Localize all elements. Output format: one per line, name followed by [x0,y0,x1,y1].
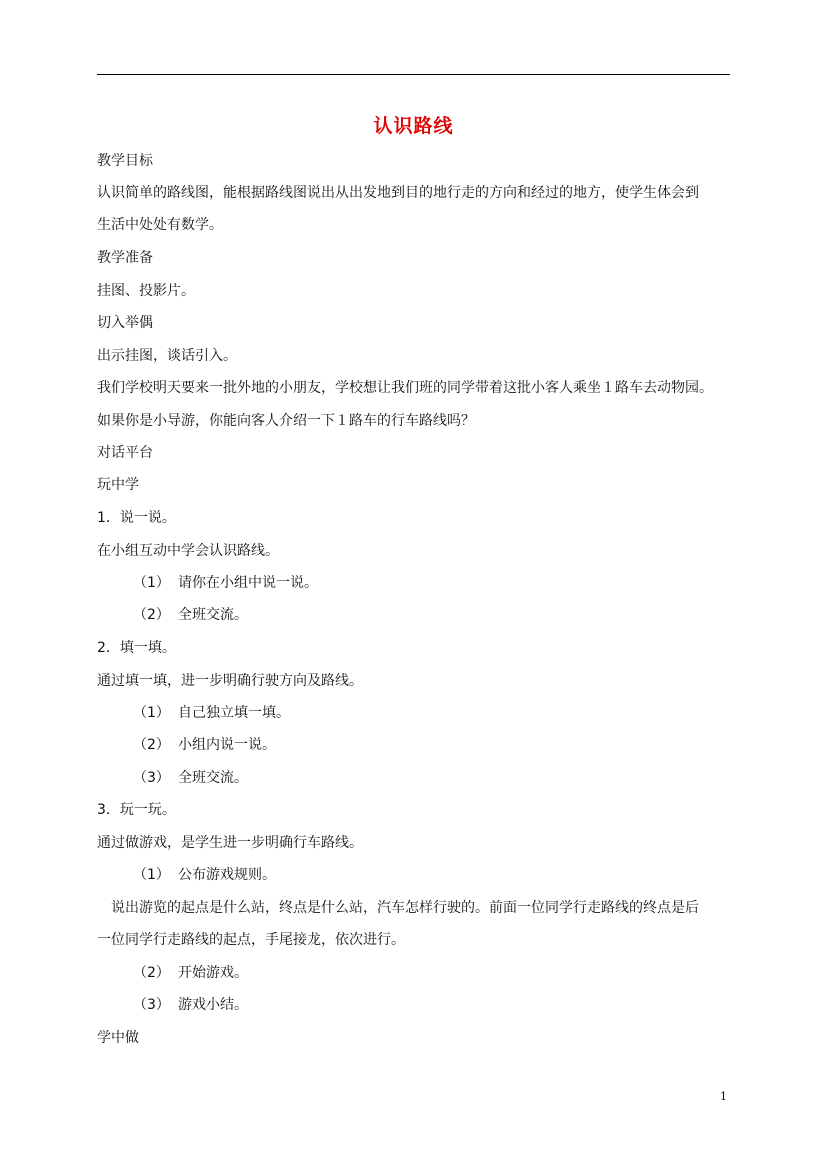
list-item-number: （1） [133,867,170,883]
list-item-number: （3） [133,770,170,786]
paragraph-line: 一位同学行走路线的起点，手尾接龙，依次进行。 [97,932,405,948]
paragraph-line: 我们学校明天要来一批外地的小朋友，学校想让我们班的同学带着这批小客人乘坐１路车去动物园。 [97,380,713,396]
list-item-text: 全班交流。 [178,607,248,623]
paragraph-line: 通过填一填，进一步明确行驶方向及路线。 [97,673,363,689]
list-item-number: （3） [133,997,170,1013]
list-item [133,703,290,723]
list-item-text: 游戏小结。 [178,997,248,1013]
paragraph-line: 挂图、投影片。 [97,283,195,299]
list-item-number: （2） [133,607,170,623]
list-item-text: 请你在小组中说一说。 [178,575,318,591]
list-item-text: 公布游戏规则。 [178,867,276,883]
step-heading: 2．填一填。 [97,640,176,656]
list-item [133,995,248,1015]
page-number: 1 [720,1090,727,1103]
list-item-number: （1） [133,575,170,591]
list-item-text: 全班交流。 [178,770,248,786]
list-item [133,605,248,625]
list-item [133,865,276,885]
heading-teaching-prep: 教学准备 [97,250,153,266]
list-item-text: 自己独立填一填。 [178,705,290,721]
step-heading: 1．说一说。 [97,510,176,526]
heading-learn-do: 学中做 [97,1030,139,1046]
header-rule [97,74,730,75]
list-item-number: （2） [133,737,170,753]
list-item [133,735,276,755]
heading-play-learn: 玩中学 [97,477,139,493]
list-item-number: （2） [133,965,170,981]
paragraph-line: 在小组互动中学会认识路线。 [97,543,279,559]
heading-dialogue: 对话平台 [97,445,153,461]
list-item-text: 小组内说一说。 [178,737,276,753]
list-item [133,573,318,593]
step-heading: 3．玩一玩。 [97,802,176,818]
heading-intro: 切入举偶 [97,315,153,331]
paragraph-line: 如果你是小导游，你能向客人介绍一下１路车的行车路线吗？ [97,413,475,429]
paragraph-line: 出示挂图，谈话引入。 [97,348,237,364]
list-item [133,768,248,788]
list-item-text: 开始游戏。 [178,965,248,981]
paragraph-line: 认识简单的路线图，能根据路线图说出从出发地到目的地行走的方向和经过的地方，使学生体会到 [97,185,699,201]
document-title: 认识路线 [373,115,454,137]
paragraph-line: 生活中处处有数学。 [97,217,223,233]
heading-teaching-goals: 教学目标 [97,153,153,169]
list-item [133,963,248,983]
paragraph-line: 通过做游戏，是学生进一步明确行车路线。 [97,835,363,851]
list-item-number: （1） [133,705,170,721]
paragraph-line: 说出游览的起点是什么站，终点是什么站，汽车怎样行驶的。前面一位同学行走路线的终点是后 [111,900,699,916]
